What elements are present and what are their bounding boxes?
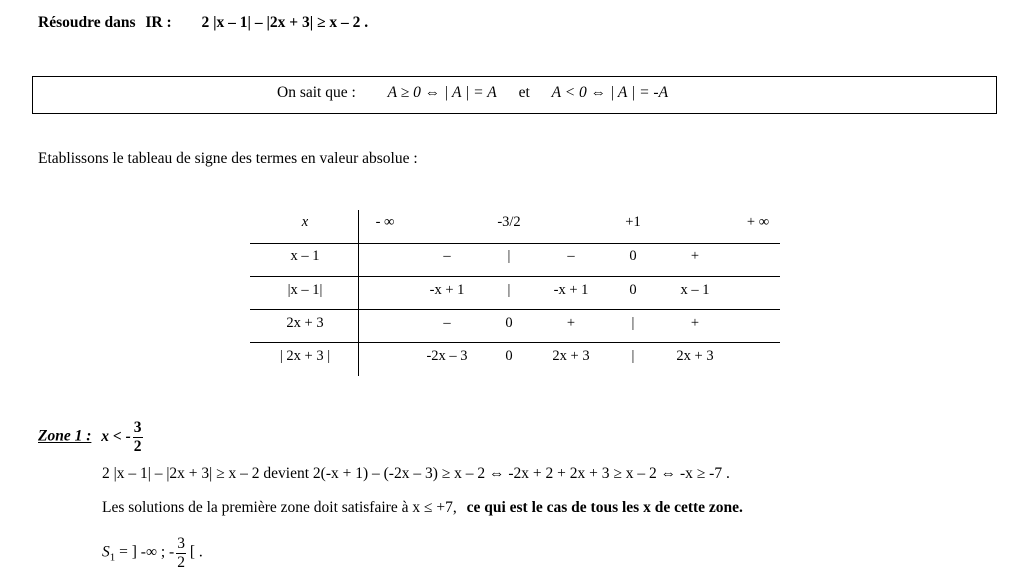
rule-connector: et [518, 84, 530, 101]
table-cell: 0 [629, 282, 637, 298]
row-label: |x – 1| [287, 282, 323, 298]
fraction-numerator: 3 [133, 419, 142, 436]
table-cell: 2x + 3 [552, 348, 590, 364]
table-cell: 0 [505, 315, 513, 331]
solution-index: 1 [109, 551, 116, 564]
problem-statement [38, 14, 368, 32]
zone-derivation: 2 |x – 1| – |2x + 3| ≥ x – 2 devient 2(-x + 1) – (-2x – 3) ≥ x – 2 ⇔ -2x + 2 + 2x + 3 ≥ x – 2 ⇔ -x ≥ -7 . [102, 465, 730, 482]
inequality: 2 |x – 1| – |2x + 3| ≥ x – 2 . [201, 14, 369, 31]
table-cell: + [566, 315, 576, 331]
fraction-denominator: 2 [177, 553, 185, 571]
fraction-denominator: 2 [133, 437, 142, 455]
table-cell: 0 [505, 348, 513, 364]
title-label: Résoudre dans [38, 14, 136, 31]
zone-label: Zone 1 : [38, 427, 92, 445]
table-cell: + [690, 315, 700, 331]
fraction-three-halves [133, 420, 143, 454]
rule-positive: A ≥ 0 ⇔ | A | = A [387, 84, 497, 101]
fraction-numerator: 3 [177, 535, 185, 552]
row-label: | 2x + 3 | [279, 348, 331, 364]
table-cell: -x + 1 [553, 282, 589, 298]
row-label: x – 1 [290, 248, 320, 264]
table-divider [250, 243, 780, 244]
table-cell: | [631, 348, 635, 364]
table-cell: -x + 1 [429, 282, 465, 298]
table-divider [250, 342, 780, 343]
mark-plus-one: +1 [625, 214, 641, 230]
fraction-three-halves [176, 536, 186, 570]
table-cell: 0 [629, 248, 637, 264]
table-intro: Etablissons le tableau de signe des termes en valeur absolue : [38, 150, 418, 167]
rule-negative: A < 0 ⇔ | A | = -A [551, 84, 669, 101]
zone-solution [102, 536, 203, 570]
real-set-symbol: IR : [145, 14, 172, 31]
zone-statement-text: Les solutions de la première zone doit satisfaire à x ≤ +7, [102, 499, 457, 516]
table-cell: 2x + 3 [676, 348, 714, 364]
table-cell: – [443, 315, 451, 331]
table-cell: | [631, 315, 635, 331]
table-cell: – [443, 248, 451, 264]
zone-condition: x < - [101, 427, 131, 445]
mark-minus-three-halves: -3/2 [497, 214, 521, 230]
table-cell: -2x – 3 [426, 348, 468, 364]
table-cell: + [690, 248, 700, 264]
table-cell: x – 1 [680, 282, 710, 298]
solution-interval: = ] -∞ ; - [115, 543, 175, 561]
mark-minus-infinity: - ∞ [375, 214, 395, 230]
zone-statement [102, 499, 743, 517]
table-cell: – [567, 248, 575, 264]
table-cell: | [507, 282, 511, 298]
table-vertical-divider [358, 210, 359, 376]
solution-close: [ . [185, 543, 203, 561]
table-divider [250, 309, 780, 310]
zone-heading [38, 420, 143, 454]
table-divider [250, 276, 780, 277]
mark-plus-infinity: + ∞ [746, 214, 770, 230]
zone-conclusion: ce qui est le cas de tous les x de cette zone. [466, 499, 743, 516]
reminder-intro: On sait que : [277, 84, 356, 101]
table-cell: | [507, 248, 511, 264]
solution-symbol: S [102, 543, 110, 561]
row-label: 2x + 3 [286, 315, 324, 331]
reminder-text [277, 84, 668, 102]
header-variable: x [301, 214, 309, 230]
